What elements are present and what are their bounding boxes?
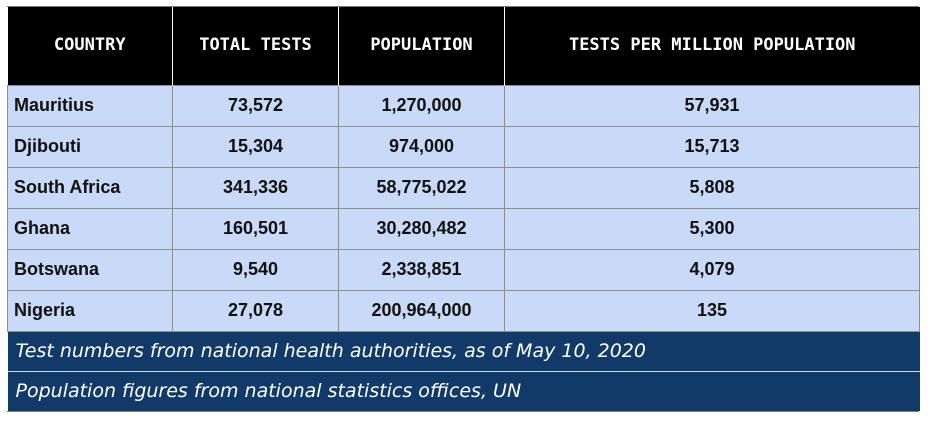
table-row <box>8 208 920 249</box>
cell-country: Mauritius <box>8 85 173 126</box>
cell-total-tests: 9,540 <box>173 249 339 290</box>
cell-country: Djibouti <box>8 126 173 167</box>
cell-population: 30,280,482 <box>339 208 505 249</box>
cell-country: Nigeria <box>8 290 173 331</box>
cell-tests-per-million: 57,931 <box>505 85 920 126</box>
covid-testing-table <box>7 7 920 411</box>
cell-total-tests: 160,501 <box>173 208 339 249</box>
source-note-tests: Test numbers from national health authorities, as of May 10, 2020 <box>8 331 920 371</box>
cell-tests-per-million: 5,808 <box>505 167 920 208</box>
table-row <box>8 126 920 167</box>
cell-population: 2,338,851 <box>339 249 505 290</box>
table-row <box>8 290 920 331</box>
cell-tests-per-million: 135 <box>505 290 920 331</box>
cell-total-tests: 73,572 <box>173 85 339 126</box>
cell-population: 58,775,022 <box>339 167 505 208</box>
header-total-tests: TOTAL TESTS <box>173 7 339 85</box>
cell-population: 1,270,000 <box>339 85 505 126</box>
table-row <box>8 167 920 208</box>
cell-tests-per-million: 15,713 <box>505 126 920 167</box>
header-tests-per-million: TESTS PER MILLION POPULATION <box>505 7 920 85</box>
cell-total-tests: 27,078 <box>173 290 339 331</box>
header-population: POPULATION <box>339 7 505 85</box>
header-country: COUNTRY <box>8 7 173 85</box>
cell-country: South Africa <box>8 167 173 208</box>
cell-total-tests: 341,336 <box>173 167 339 208</box>
cell-tests-per-million: 4,079 <box>505 249 920 290</box>
cell-population: 974,000 <box>339 126 505 167</box>
header-row <box>8 7 920 85</box>
cell-country: Ghana <box>8 208 173 249</box>
source-note-row <box>8 371 920 411</box>
cell-tests-per-million: 5,300 <box>505 208 920 249</box>
table-row <box>8 85 920 126</box>
source-note-row <box>8 331 920 371</box>
source-note-population: Population figures from national statistics offices, UN <box>8 371 920 411</box>
table-row <box>8 249 920 290</box>
cell-population: 200,964,000 <box>339 290 505 331</box>
data-table-container <box>7 6 919 412</box>
cell-country: Botswana <box>8 249 173 290</box>
cell-total-tests: 15,304 <box>173 126 339 167</box>
